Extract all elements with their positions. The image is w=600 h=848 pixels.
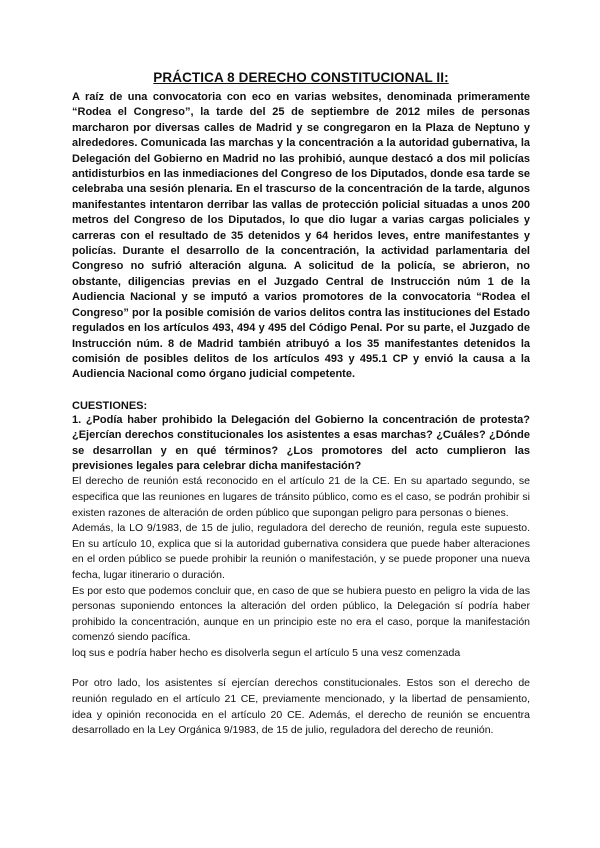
question-1: 1. ¿Podía haber prohibido la Delegación del Gobierno la concentración de protesta? ¿Ejercían derechos constitucionales los asistentes a esas marchas? ¿Cuáles? ¿Dónde se desarrollan y en qué términos? ¿Los promotores del acto cumplieron las previsiones legales para celebrar dicha manifestación? <box>72 413 530 472</box>
answer-paragraph-2: Además, la LO 9/1983, de 15 de julio, reguladora del derecho de reunión, regula este supuesto. En su artículo 10, explica que si la autoridad gubernativa considera que puede haber alteraciones en el orden público se puede prohibir la reunión o manifestación, y se puede proponer una nueva fecha, lugar itinerario o duración. <box>72 522 530 581</box>
paragraph-spacer <box>72 661 530 676</box>
answer-paragraph-1: El derecho de reunión está reconocido en el artículo 21 de la CE. En su apartado segundo, se especifica que las reuniones en lugares de tránsito público, como es el caso, se podrán prohibir si existen razones de alteración de orden público que supongan peligro para personas o bienes. <box>72 475 530 519</box>
document-page <box>72 70 530 739</box>
cuestiones-heading: CUESTIONES: <box>72 399 148 412</box>
answer-paragraph-5: Por otro lado, los asistentes sí ejercían derechos constitucionales. Estos son el derecho de reunión regulado en el artículo 21 CE, previamente mencionado, y la libertad de pensamiento, idea y opinión reconocida en el artículo 20 CE. Además, el derecho de reunión se encuentra desarrollado en la Ley Orgánica 9/1983, de 15 de julio, reguladora del derecho de reunión. <box>72 677 530 737</box>
document-title: PRÁCTICA 8 DERECHO CONSTITUCIONAL II: <box>153 70 449 85</box>
case-statement: A raíz de una convocatoria con eco en varias websites, denominada primeramente “Rodea el Congreso”, la tarde del 25 de septiembre de 2012 miles de personas marcharon por diversas calles de Madrid y se congregaron en la Plaza de Neptuno y alrededores. Comunicada las marchas y la concentración a la autoridad gubernativa, la Delegación del Gobierno en Madrid no las prohibió, aunque destacó a dos mil policías antidisturbios en las inmediaciones del Congreso de los Diputados, donde esa tarde se celebraba una sesión plenaria. En el trascurso de la concentración de la tarde, algunos manifestantes intentaron derribar las vallas de protección policial situadas a unos 200 metros del Congreso de los Diputados, lo que dio lugar a varias cargas policiales y carreras con el resultado de 35 detenidos y 64 heridos leves, entre manifestantes y policías. Durante el desarrollo de la concentración, la actividad parlamentaria del Congreso no sufrió alteración alguna. A solicitud de la policía, se abrieron, no obstante, diligencias previas en el Juzgado Central de Instrucción núm 1 de la Audiencia Nacional y se imputó a varios promotores de la convocatoria “Rodea el Congreso” por la posible comisión de varios delitos contra las instituciones del Estado regulados en los artículos 493, 494 y 495 del Código Penal. Por su parte, el Juzgado de Instrucción núm. 8 de Madrid también atribuyó a los 35 manifestantes detenidos la comisión de posibles delitos de los artículos 493 y 495.1 CP y envió la causa a la Audiencia Nacional como órgano judicial competente. <box>72 91 530 381</box>
answer-paragraph-4: loq sus e podría haber hecho es disolverla segun el artículo 5 una vesz comenzada <box>72 646 461 659</box>
answer-paragraph-3: Es por esto que podemos concluir que, en caso de que se hubiera puesto en peligro la vida de las personas suponiendo entonces la alteración del orden público, la Delegación sí podría haber prohibido la concentración, aunque en un principio este no era el caso, porque la manifestación comenzó siendo pacífica. <box>72 584 530 644</box>
